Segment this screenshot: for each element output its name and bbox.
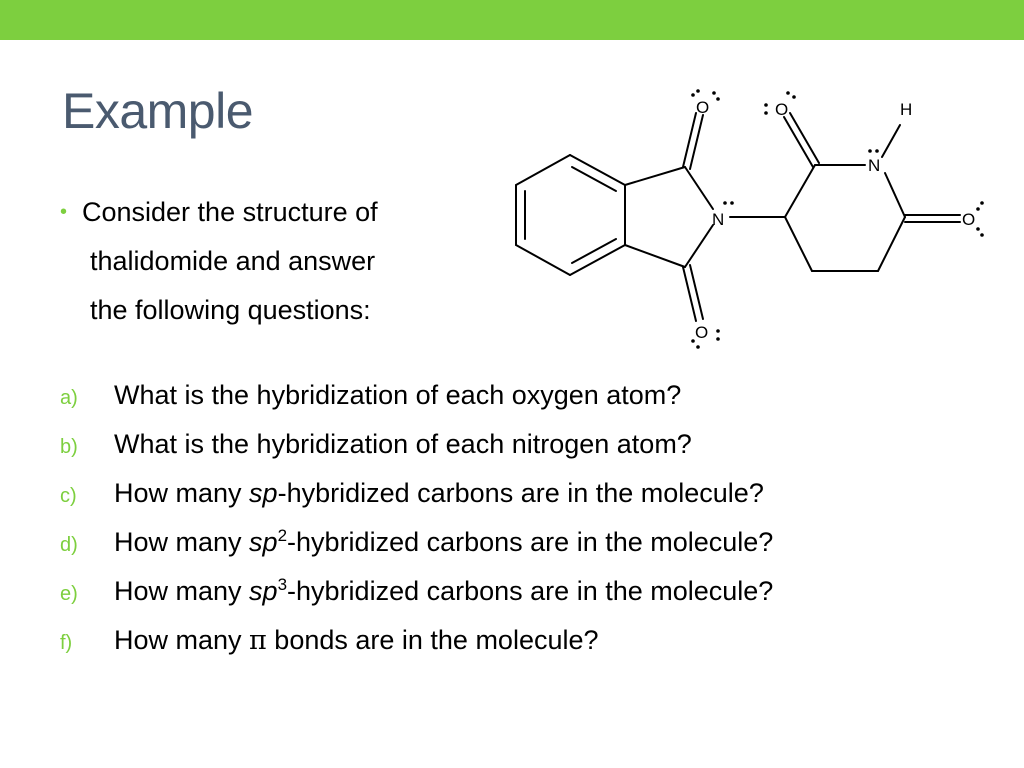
question-text: How many $sp^3$-hybridized carbons are in the molecule? [114, 575, 774, 606]
atom-n-left: N [712, 210, 725, 229]
atom-o-top-right: O [775, 100, 789, 119]
question-f [60, 625, 1000, 674]
question-text: What is the hybridization of each oxygen atom? [114, 380, 682, 410]
intro-line-2: thalidomide and answer [90, 246, 376, 276]
question-text: How many sp-hybridized carbons are in the molecule? [114, 478, 764, 508]
intro-text-1: Consider the structure of [82, 197, 378, 227]
intro-line-3: the following questions: [90, 295, 371, 325]
top-accent-bar [0, 0, 1024, 40]
thalidomide-structure [500, 85, 1000, 355]
question-marker: f) [60, 632, 73, 654]
pi-symbol: π [249, 625, 267, 656]
atom-n-right: N [868, 156, 881, 175]
question-c [60, 478, 1000, 527]
question-a [60, 380, 1000, 429]
question-marker: e) [60, 583, 78, 605]
bullet-dot: • [60, 201, 68, 223]
atom-o-bottom: O [695, 323, 709, 342]
intro-line-1 [60, 188, 480, 237]
atom-o-right: O [962, 210, 976, 229]
question-d [60, 527, 1000, 576]
question-marker: b) [60, 436, 78, 458]
question-list [60, 380, 1000, 674]
question-marker: c) [60, 485, 77, 507]
atom-o-top-left: O [696, 98, 710, 117]
question-b [60, 429, 1000, 478]
question-e [60, 576, 1000, 625]
question-marker: d) [60, 534, 78, 556]
lone-pair-dots [691, 89, 984, 349]
question-text: What is the hybridization of each nitrogen atom? [114, 429, 692, 459]
question-marker: a) [60, 387, 78, 409]
intro-bullet [60, 188, 480, 335]
atom-h: H [900, 100, 913, 119]
question-text: How many $sp^2$-hybridized carbons are in the molecule? [114, 526, 774, 557]
slide-title: Example [62, 83, 254, 139]
question-text: How many π bonds are in the molecule? [114, 625, 599, 656]
